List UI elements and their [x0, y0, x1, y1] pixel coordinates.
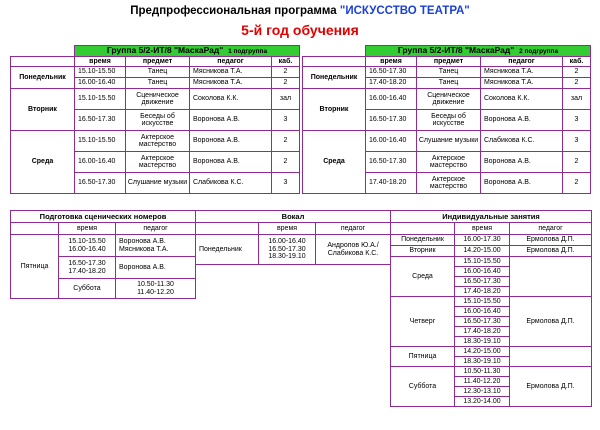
- cell-room: 2: [563, 67, 591, 78]
- cell-time: 16.00-16.40: [455, 267, 510, 277]
- cell-teacher: Воронова А.В.: [481, 173, 563, 194]
- cell-teacher: Слабикова К.С.: [481, 131, 563, 152]
- cell-room: 2: [272, 67, 300, 78]
- vocal-table: [195, 222, 391, 265]
- column-room: каб.: [563, 57, 591, 67]
- cell-time: 14.20-15.00: [455, 347, 510, 357]
- cell-subject: Актерское мастерство: [126, 131, 190, 152]
- cell-time: 10.50-11.30: [455, 367, 510, 377]
- cell-room: 2: [563, 173, 591, 194]
- column-subject: предмет: [417, 57, 481, 67]
- cell-subject: Танец: [126, 78, 190, 89]
- cell-teacher: Воронова А.В.: [190, 152, 272, 173]
- section-individual: Индивидуальные занятия: [391, 211, 592, 223]
- section-vocal: Вокал: [196, 211, 391, 223]
- cell-teacher: Мясникова Т.А.: [481, 67, 563, 78]
- column-time: время: [366, 57, 417, 67]
- day-wednesday: Среда: [391, 257, 455, 297]
- cell-subject: Сценическое движение: [417, 89, 481, 110]
- column-teacher: педагог: [481, 57, 563, 67]
- cell-teacher: Мясникова Т.А.: [190, 78, 272, 89]
- column-time: время: [59, 223, 116, 235]
- cell-teacher: Воронова А.В.: [481, 152, 563, 173]
- cell-teacher: Воронова А.В.: [116, 257, 196, 279]
- column-time: время: [75, 57, 126, 67]
- cell-time: 15.10-15.50: [75, 131, 126, 152]
- cell-time: 16.00-16.40 16.50-17.30 18.30-19.10: [259, 235, 316, 265]
- cell-time: 18.30-19.10: [455, 357, 510, 367]
- group2-title: Группа 5/2-ИТ/8 "МаскаРад" 2 подгруппа: [366, 46, 591, 57]
- cell-teacher: Ермолова Д.П.: [510, 235, 592, 246]
- cell-teacher: Ермолова Д.П.: [510, 246, 592, 257]
- day-tuesday: Вторник: [303, 89, 366, 131]
- program-title: Предпрофессиональная программа "ИСКУССТВО ТЕАТРА": [130, 5, 470, 17]
- cell-teacher: Соколова К.К.: [481, 89, 563, 110]
- cell-subject: Танец: [417, 78, 481, 89]
- cell-time: 10.50-11.30 11.40-12.20: [116, 279, 196, 299]
- cell-time: 16.50-17.30: [366, 152, 417, 173]
- cell-subject: Танец: [126, 67, 190, 78]
- cell-teacher: Соколова К.К.: [190, 89, 272, 110]
- cell-time: 16.50-17.30: [455, 277, 510, 287]
- day-monday: Понедельник: [11, 67, 75, 89]
- column-time: время: [455, 223, 510, 235]
- cell-time: 14.20-15.00: [455, 246, 510, 257]
- column-teacher: педагог: [190, 57, 272, 67]
- cell-subject: Беседы об искусстве: [417, 110, 481, 131]
- cell-time: 18.30-19.10: [455, 337, 510, 347]
- group2-table: [302, 45, 591, 194]
- cell-subject: Сценическое движение: [126, 89, 190, 110]
- cell-time: 17.40-18.20: [455, 287, 510, 297]
- cell-subject: Актерское мастерство: [417, 152, 481, 173]
- cell-time: 16.00-17.30: [455, 235, 510, 246]
- cell-time: 17.40-18.20: [366, 78, 417, 89]
- cell-time: 15.10-15.50: [75, 67, 126, 78]
- cell-time: 16.50-17.30: [75, 110, 126, 131]
- cell-room: 3: [272, 110, 300, 131]
- column-room: каб.: [272, 57, 300, 67]
- cell-teacher: [510, 257, 592, 297]
- day-tuesday: Вторник: [11, 89, 75, 131]
- cell-time: 16.00-16.40: [75, 152, 126, 173]
- cell-time: 15.10-15.50 16.00-16.40: [59, 235, 116, 257]
- group1-title: Группа 5/2-ИТ/8 "МаскаРад" 1 подгруппа: [75, 46, 300, 57]
- day-monday: Понедельник: [196, 235, 259, 265]
- cell-time: 16.00-16.40: [75, 78, 126, 89]
- cell-teacher: Мясникова Т.А.: [481, 78, 563, 89]
- cell-room: зал: [563, 89, 591, 110]
- stage-table: [10, 222, 196, 299]
- cell-teacher: [510, 347, 592, 367]
- cell-time: 13.20-14.00: [455, 397, 510, 407]
- cell-teacher: Мясникова Т.А.: [190, 67, 272, 78]
- cell-teacher: Ермолова Д.П.: [510, 367, 592, 407]
- day-thursday: Четверг: [391, 297, 455, 347]
- day-wednesday: Среда: [11, 131, 75, 194]
- cell-time: 15.10-15.50: [455, 297, 510, 307]
- group1-table: [10, 45, 300, 194]
- cell-time: 16.50-17.30: [455, 317, 510, 327]
- program-name: "ИСКУССТВО ТЕАТРА": [339, 5, 470, 17]
- cell-time: 16.00-16.40: [366, 89, 417, 110]
- cell-time: 16.50-17.30: [366, 67, 417, 78]
- column-teacher: педагог: [316, 223, 391, 235]
- column-subject: предмет: [126, 57, 190, 67]
- column-teacher: педагог: [116, 223, 196, 235]
- cell-subject: Беседы об искусстве: [126, 110, 190, 131]
- cell-subject: Слушание музыки: [417, 131, 481, 152]
- day-saturday: Суббота: [59, 279, 116, 299]
- cell-time: 17.40-18.20: [455, 327, 510, 337]
- cell-room: 2: [272, 78, 300, 89]
- day-friday: Пятница: [391, 347, 455, 367]
- cell-room: 3: [272, 173, 300, 194]
- day-tuesday: Вторник: [391, 246, 455, 257]
- cell-teacher: Воронова А.В.: [481, 110, 563, 131]
- cell-subject: Слушание музыки: [126, 173, 190, 194]
- cell-time: 15.10-15.50: [75, 89, 126, 110]
- day-monday: Понедельник: [303, 67, 366, 89]
- day-friday: Пятница: [11, 235, 59, 299]
- cell-room: 2: [563, 78, 591, 89]
- cell-room: зал: [272, 89, 300, 110]
- individual-table: [390, 222, 592, 407]
- cell-time: 12.30-13.10: [455, 387, 510, 397]
- cell-time: 15.10-15.50: [455, 257, 510, 267]
- column-time: время: [259, 223, 316, 235]
- cell-room: 3: [563, 131, 591, 152]
- cell-room: 2: [272, 131, 300, 152]
- cell-room: 2: [272, 152, 300, 173]
- day-monday: Понедельник: [391, 235, 455, 246]
- cell-time: 16.50-17.30 17.40-18.20: [59, 257, 116, 279]
- cell-teacher: Андропов Ю.А./ Слабикова К.С.: [316, 235, 391, 265]
- cell-subject: Актерское мастерство: [417, 173, 481, 194]
- section-stage: Подготовка сценических номеров: [11, 211, 196, 223]
- cell-time: 16.00-16.40: [366, 131, 417, 152]
- column-teacher: педагог: [510, 223, 592, 235]
- day-saturday: Суббота: [391, 367, 455, 407]
- cell-time: 16.50-17.30: [366, 110, 417, 131]
- year-title: 5-й год обучения: [241, 22, 359, 38]
- cell-teacher: Воронова А.В.: [190, 131, 272, 152]
- cell-teacher: Слабикова К.С.: [190, 173, 272, 194]
- cell-time: 16.00-16.40: [455, 307, 510, 317]
- cell-time: 17.40-18.20: [366, 173, 417, 194]
- cell-time: 16.50-17.30: [75, 173, 126, 194]
- cell-time: 11.40-12.20: [455, 377, 510, 387]
- day-wednesday: Среда: [303, 131, 366, 194]
- cell-room: 3: [563, 110, 591, 131]
- cell-teacher: Ермолова Д.П.: [510, 297, 592, 347]
- cell-subject: Актерское мастерство: [126, 152, 190, 173]
- cell-subject: Танец: [417, 67, 481, 78]
- cell-teacher: Воронова А.В. Мясникова Т.А.: [116, 235, 196, 257]
- cell-room: 2: [563, 152, 591, 173]
- cell-teacher: Воронова А.В.: [190, 110, 272, 131]
